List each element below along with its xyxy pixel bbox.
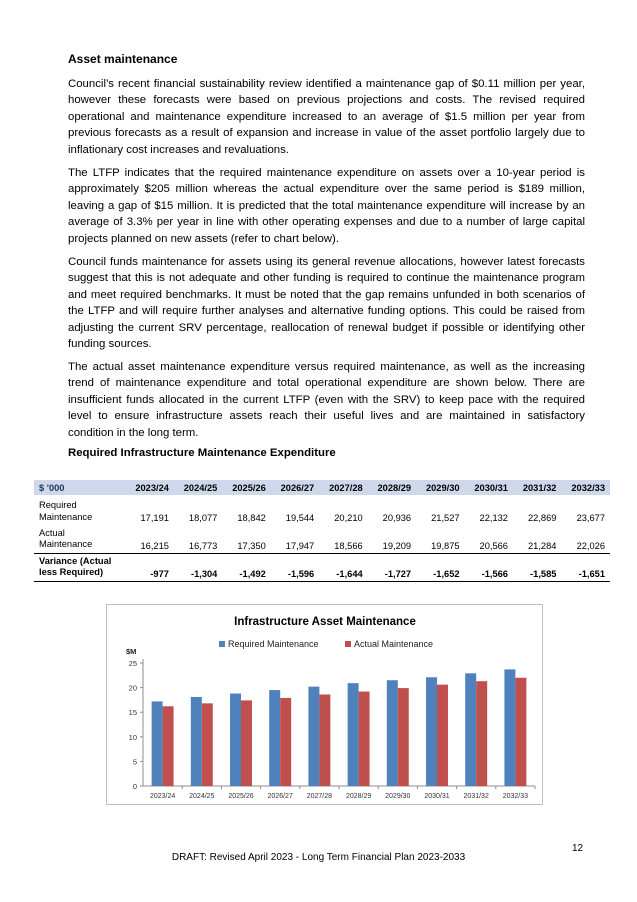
x-tick-label: 2026/27	[267, 793, 293, 800]
x-tick-label: 2028/29	[345, 793, 372, 800]
table-cell: 16,773	[188, 540, 218, 551]
table-cell: -1,585	[513, 553, 561, 581]
bar-required	[348, 683, 359, 786]
row-label: Required Maintenance	[39, 500, 93, 522]
year-header: 2030/31	[465, 480, 513, 495]
table-row-variance	[34, 553, 610, 581]
chart-title: Infrastructure Asset Maintenance	[234, 616, 416, 628]
table-cell: 18,842	[237, 513, 266, 523]
table-cell: 22,026	[576, 540, 605, 551]
y-tick-label: 10	[128, 732, 137, 742]
bar-actual	[398, 688, 409, 786]
maintenance-chart	[106, 604, 543, 805]
x-tick-label: 2031/32	[463, 793, 489, 800]
table-cell: 20,210	[334, 513, 363, 523]
table-cell: 19,209	[382, 540, 412, 551]
y-tick-label: 5	[132, 757, 137, 767]
bar-required	[465, 673, 476, 786]
bar-actual	[437, 685, 448, 786]
maintenance-table	[34, 480, 610, 582]
bar-required	[387, 680, 398, 786]
legend-label-actual: Actual Maintenance	[354, 639, 434, 649]
bar-actual	[319, 694, 330, 786]
table-cell: 22,869	[527, 513, 557, 523]
bar-required	[191, 697, 202, 786]
table-cell: 19,544	[285, 513, 315, 523]
year-header: 2025/26	[222, 480, 270, 495]
table-title: Required Infrastructure Maintenance Expenditure	[68, 447, 336, 459]
table-cell: 19,875	[431, 540, 460, 551]
table-cell: 21,284	[527, 540, 557, 551]
page-footer: DRAFT: Revised April 2023 - Long Term Financial Plan 2023-2033	[171, 852, 466, 863]
table-cell: 17,947	[285, 540, 315, 551]
year-header: 2024/25	[174, 480, 222, 495]
year-header: 2028/29	[368, 480, 416, 495]
y-tick-label: 25	[128, 659, 137, 668]
page-number: 12	[572, 843, 584, 854]
table-cell: 22,132	[479, 513, 508, 523]
table-cell: -977	[125, 553, 173, 581]
x-tick-label: 2025/26	[228, 793, 254, 800]
x-tick-label: 2024/25	[189, 793, 215, 800]
y-axis-label: $M	[126, 647, 137, 656]
year-header: 2023/24	[125, 480, 173, 495]
table-header-row	[34, 480, 610, 495]
year-header: 2027/28	[319, 480, 367, 495]
chart-plot-area	[129, 659, 535, 800]
bar-required	[269, 690, 280, 786]
y-tick-label: 0	[132, 782, 137, 791]
bar-actual	[476, 681, 487, 786]
bar-required	[426, 677, 437, 786]
table-cell: -1,492	[222, 553, 270, 581]
table-cell: 21,527	[431, 513, 460, 523]
bar-required	[152, 701, 163, 786]
table-cell: -1,651	[561, 553, 610, 581]
paragraph-2: The LTFP indicates that the required maintenance expenditure on assets over a 10-year period is approximately $205 million whereas the actual expenditure over the same period is $189 million, leaving a gap of $15 million. It is predicted that the total maintenance expenditure will increase by an average of 3.3% per year in line with other operating expenses and due to a number of large capital projects planned on new assets (refer to chart below).	[68, 167, 585, 245]
y-tick-label: 20	[128, 683, 137, 693]
paragraph-3: Council funds maintenance for assets using its general revenue allocations, however latest forecasts suggest that this is not adequate and other funding is required to continue the maintenance program and meet required benchmarks. It must be noted that the gap remains unfunded in both scenarios of the LTFP and will require further analyses and alternative funding options. This could be raised from adjusting the current SRV percentage, reallocation of renewal budget if possible or identifying other funding sources.	[68, 256, 585, 351]
table-cell: 23,677	[576, 513, 605, 523]
row-label: Variance (Actual less Required)	[34, 553, 125, 581]
table-cell: -1,304	[174, 553, 222, 581]
x-tick-label: 2029/30	[385, 793, 411, 800]
paragraph-1: Council’s recent financial sustainability review identified a maintenance gap of $0.11 million per year, however these forecasts were based on previous projections and costs. The revised required operational and maintenance expenditure increased to an average of $1.5 million per year from previous forecasts as a result of expansion and increase in value of the asset portfolio largely due to inflationary cost increases and revaluations.	[68, 78, 585, 156]
year-header: 2032/33	[561, 480, 610, 495]
table-row-required	[34, 495, 610, 525]
row-label: Actual Maintenance	[39, 527, 93, 549]
bar-actual	[241, 700, 252, 786]
x-tick-label: 2023/24	[149, 793, 176, 800]
bar-actual	[280, 698, 291, 786]
x-tick-label: 2027/28	[306, 793, 333, 800]
bar-actual	[515, 678, 526, 786]
year-header: 2031/32	[513, 480, 561, 495]
bar-actual	[202, 703, 213, 786]
table-row-actual	[34, 525, 610, 553]
legend-swatch-actual	[345, 641, 351, 647]
table-cell: -1,644	[319, 553, 367, 581]
legend-label-required: Required Maintenance	[228, 639, 319, 649]
bar-required	[308, 687, 319, 786]
bar-actual	[163, 706, 174, 786]
table-cell: 18,077	[188, 513, 218, 523]
table-cell: 17,191	[140, 513, 169, 523]
table-cell: 17,350	[237, 540, 266, 551]
year-header: 2026/27	[271, 480, 319, 495]
unit-header: $ '000	[34, 480, 125, 495]
table-cell: -1,727	[368, 553, 416, 581]
section-heading: Asset maintenance	[68, 52, 178, 66]
table-cell: 20,936	[382, 513, 412, 523]
y-tick-label: 15	[128, 708, 137, 718]
table-cell: -1,566	[465, 553, 513, 581]
table-cell: -1,652	[416, 553, 464, 581]
paragraph-4: The actual asset maintenance expenditure versus required maintenance, as well as the increasing trend of maintenance expenditure and total operational expenditure are shown below. There are insufficient funds allocated in the current LTFP (even with the SRV) to keep pace with the required level to ensure infrastructure assets reach their useful lives and are maintained in satisfactory condition in the long term.	[68, 361, 585, 439]
bar-required	[230, 694, 241, 786]
table-cell: 18,566	[334, 540, 363, 551]
chart-svg	[107, 605, 542, 804]
legend-swatch-required	[219, 641, 225, 647]
x-tick-label: 2030/31	[424, 793, 450, 800]
table-cell: -1,596	[271, 553, 319, 581]
bar-actual	[359, 692, 370, 786]
table-cell: 16,215	[140, 540, 169, 551]
x-tick-label: 2032/33	[502, 793, 529, 800]
year-header: 2029/30	[416, 480, 464, 495]
bar-required	[504, 669, 515, 786]
table-cell: 20,566	[479, 540, 508, 551]
